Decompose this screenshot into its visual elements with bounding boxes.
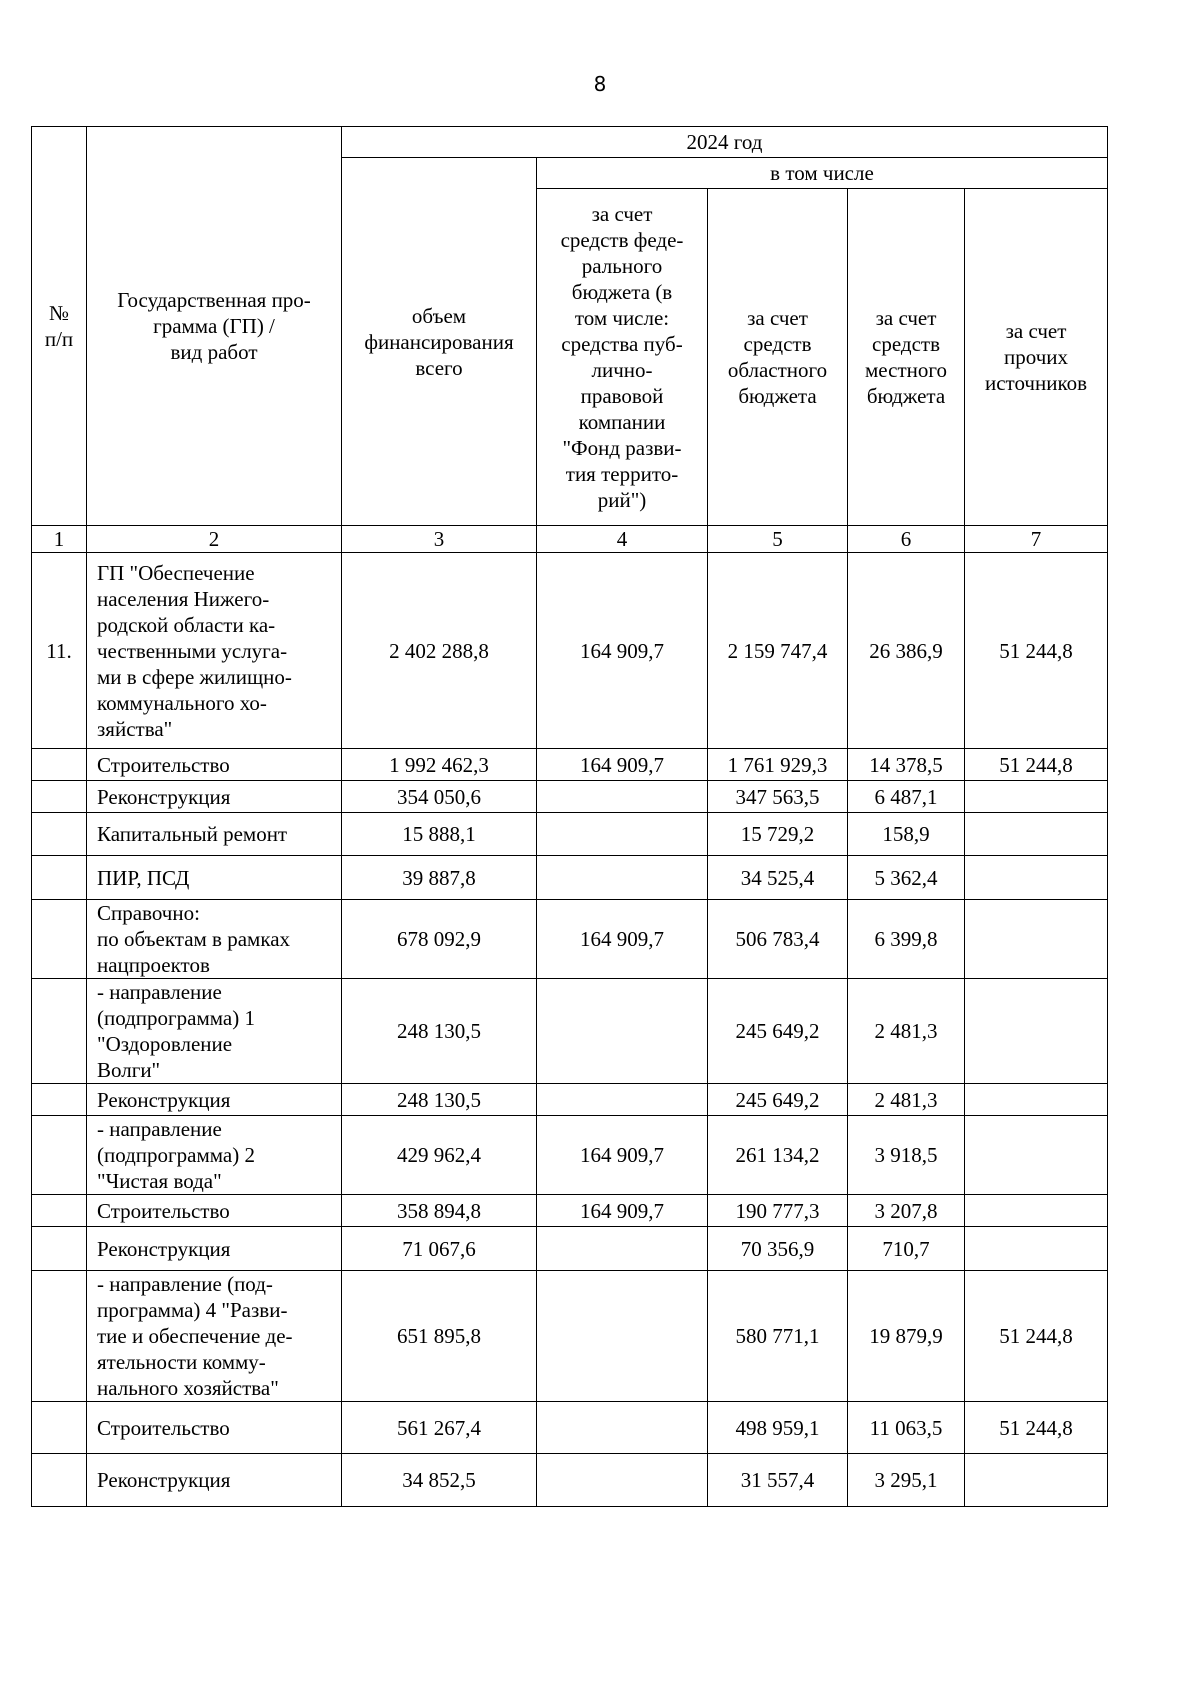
- cell-total: 651 895,8: [342, 1271, 537, 1402]
- cell-local: 14 378,5: [848, 749, 965, 781]
- column-number: 2: [87, 526, 342, 553]
- cell-regional: 190 777,3: [708, 1195, 848, 1227]
- cell-name: - направление (подпрограмма) 2 "Чистая вода": [87, 1116, 342, 1195]
- cell-other: [965, 900, 1108, 979]
- cell-federal: [537, 1454, 708, 1507]
- header-regional: за счет средств областного бюджета: [708, 189, 848, 526]
- cell-federal: 164 909,7: [537, 1116, 708, 1195]
- financing-table: [31, 126, 1108, 1507]
- cell-regional: 347 563,5: [708, 781, 848, 813]
- cell-regional: 580 771,1: [708, 1271, 848, 1402]
- cell-name: - направление (под- программа) 4 "Разви- тие и обеспечение де- ятельности комму- нального хозяйства": [87, 1271, 342, 1402]
- cell-num: [32, 900, 87, 979]
- cell-num: [32, 781, 87, 813]
- cell-other: 51 244,8: [965, 749, 1108, 781]
- cell-num: [32, 1402, 87, 1454]
- cell-federal: 164 909,7: [537, 749, 708, 781]
- cell-total: 71 067,6: [342, 1227, 537, 1271]
- cell-federal: [537, 1084, 708, 1116]
- cell-federal: [537, 979, 708, 1084]
- cell-num: [32, 1195, 87, 1227]
- cell-federal: [537, 1271, 708, 1402]
- table-row: [32, 813, 1108, 856]
- cell-name: Реконструкция: [87, 1454, 342, 1507]
- header-local: за счет средств местного бюджета: [848, 189, 965, 526]
- cell-other: [965, 979, 1108, 1084]
- cell-name: Строительство: [87, 1402, 342, 1454]
- cell-local: 3 918,5: [848, 1116, 965, 1195]
- cell-local: 710,7: [848, 1227, 965, 1271]
- cell-other: 51 244,8: [965, 1271, 1108, 1402]
- cell-other: [965, 1084, 1108, 1116]
- cell-name: ГП "Обеспечение населения Нижего- родской области ка- чественными услуга- ми в сфере жилищно- коммунального хо- зяйства": [87, 553, 342, 749]
- cell-name: Реконструкция: [87, 1227, 342, 1271]
- cell-federal: [537, 813, 708, 856]
- cell-regional: 245 649,2: [708, 1084, 848, 1116]
- header-including: в том числе: [537, 158, 1108, 189]
- cell-other: [965, 813, 1108, 856]
- cell-regional: 15 729,2: [708, 813, 848, 856]
- cell-num: [32, 979, 87, 1084]
- cell-local: 11 063,5: [848, 1402, 965, 1454]
- table-row: [32, 1195, 1108, 1227]
- cell-other: [965, 1227, 1108, 1271]
- table-row: [32, 1454, 1108, 1507]
- cell-name: Реконструкция: [87, 781, 342, 813]
- table-row: [32, 856, 1108, 900]
- cell-local: 158,9: [848, 813, 965, 856]
- cell-name: Справочно: по объектам в рамках нацпроектов: [87, 900, 342, 979]
- cell-total: 1 992 462,3: [342, 749, 537, 781]
- column-number: 3: [342, 526, 537, 553]
- cell-local: 3 295,1: [848, 1454, 965, 1507]
- cell-other: [965, 856, 1108, 900]
- cell-num: [32, 856, 87, 900]
- cell-regional: 1 761 929,3: [708, 749, 848, 781]
- cell-regional: 498 959,1: [708, 1402, 848, 1454]
- cell-total: 358 894,8: [342, 1195, 537, 1227]
- cell-regional: 506 783,4: [708, 900, 848, 979]
- page-number: 8: [593, 72, 607, 96]
- table-row: [32, 1402, 1108, 1454]
- cell-federal: [537, 1227, 708, 1271]
- cell-local: 5 362,4: [848, 856, 965, 900]
- cell-regional: 261 134,2: [708, 1116, 848, 1195]
- cell-num: [32, 1271, 87, 1402]
- header-total: объем финансирования всего: [342, 158, 537, 526]
- cell-federal: [537, 1402, 708, 1454]
- cell-num: [32, 1116, 87, 1195]
- cell-name: - направление (подпрограмма) 1 "Оздоровление Волги": [87, 979, 342, 1084]
- cell-total: 678 092,9: [342, 900, 537, 979]
- cell-num: [32, 1084, 87, 1116]
- cell-name: Строительство: [87, 749, 342, 781]
- column-number-row: [32, 526, 1108, 553]
- table-row: [32, 1227, 1108, 1271]
- cell-regional: 70 356,9: [708, 1227, 848, 1271]
- column-number: 6: [848, 526, 965, 553]
- column-number: 5: [708, 526, 848, 553]
- cell-local: 3 207,8: [848, 1195, 965, 1227]
- cell-other: [965, 1195, 1108, 1227]
- table-row: [32, 1116, 1108, 1195]
- header-num: № п/п: [32, 127, 87, 526]
- cell-name: Капитальный ремонт: [87, 813, 342, 856]
- cell-regional: 245 649,2: [708, 979, 848, 1084]
- header-year: 2024 год: [342, 127, 1108, 158]
- cell-total: 248 130,5: [342, 979, 537, 1084]
- header-row-year: [32, 127, 1108, 158]
- cell-total: 429 962,4: [342, 1116, 537, 1195]
- cell-other: 51 244,8: [965, 553, 1108, 749]
- table-row: [32, 1084, 1108, 1116]
- cell-name: Реконструкция: [87, 1084, 342, 1116]
- header-program: Государственная про- грамма (ГП) / вид работ: [87, 127, 342, 526]
- cell-regional: 2 159 747,4: [708, 553, 848, 749]
- cell-local: 6 399,8: [848, 900, 965, 979]
- header-federal: за счет средств феде- рального бюджета (в том числе: средства пуб- лично- правовой компании "Фонд разви- тия террито- рий"): [537, 189, 708, 526]
- cell-num: 11.: [32, 553, 87, 749]
- cell-local: 6 487,1: [848, 781, 965, 813]
- cell-other: [965, 1454, 1108, 1507]
- cell-local: 2 481,3: [848, 1084, 965, 1116]
- cell-num: [32, 1454, 87, 1507]
- column-number: 1: [32, 526, 87, 553]
- table-row: [32, 1271, 1108, 1402]
- cell-other: [965, 1116, 1108, 1195]
- cell-federal: 164 909,7: [537, 900, 708, 979]
- cell-other: [965, 781, 1108, 813]
- cell-local: 19 879,9: [848, 1271, 965, 1402]
- cell-federal: 164 909,7: [537, 1195, 708, 1227]
- cell-num: [32, 813, 87, 856]
- cell-total: 354 050,6: [342, 781, 537, 813]
- cell-num: [32, 749, 87, 781]
- table-row: [32, 781, 1108, 813]
- cell-local: 26 386,9: [848, 553, 965, 749]
- cell-num: [32, 1227, 87, 1271]
- cell-regional: 31 557,4: [708, 1454, 848, 1507]
- cell-federal: [537, 781, 708, 813]
- cell-federal: [537, 856, 708, 900]
- cell-total: 34 852,5: [342, 1454, 537, 1507]
- cell-total: 561 267,4: [342, 1402, 537, 1454]
- table-row: [32, 900, 1108, 979]
- cell-total: 248 130,5: [342, 1084, 537, 1116]
- cell-name: ПИР, ПСД: [87, 856, 342, 900]
- cell-total: 2 402 288,8: [342, 553, 537, 749]
- cell-total: 39 887,8: [342, 856, 537, 900]
- cell-name: Строительство: [87, 1195, 342, 1227]
- column-number: 4: [537, 526, 708, 553]
- header-other: за счет прочих источников: [965, 189, 1108, 526]
- cell-federal: 164 909,7: [537, 553, 708, 749]
- cell-regional: 34 525,4: [708, 856, 848, 900]
- cell-total: 15 888,1: [342, 813, 537, 856]
- table-row: [32, 979, 1108, 1084]
- cell-local: 2 481,3: [848, 979, 965, 1084]
- cell-other: 51 244,8: [965, 1402, 1108, 1454]
- table-row: [32, 749, 1108, 781]
- column-number: 7: [965, 526, 1108, 553]
- table-row: [32, 553, 1108, 749]
